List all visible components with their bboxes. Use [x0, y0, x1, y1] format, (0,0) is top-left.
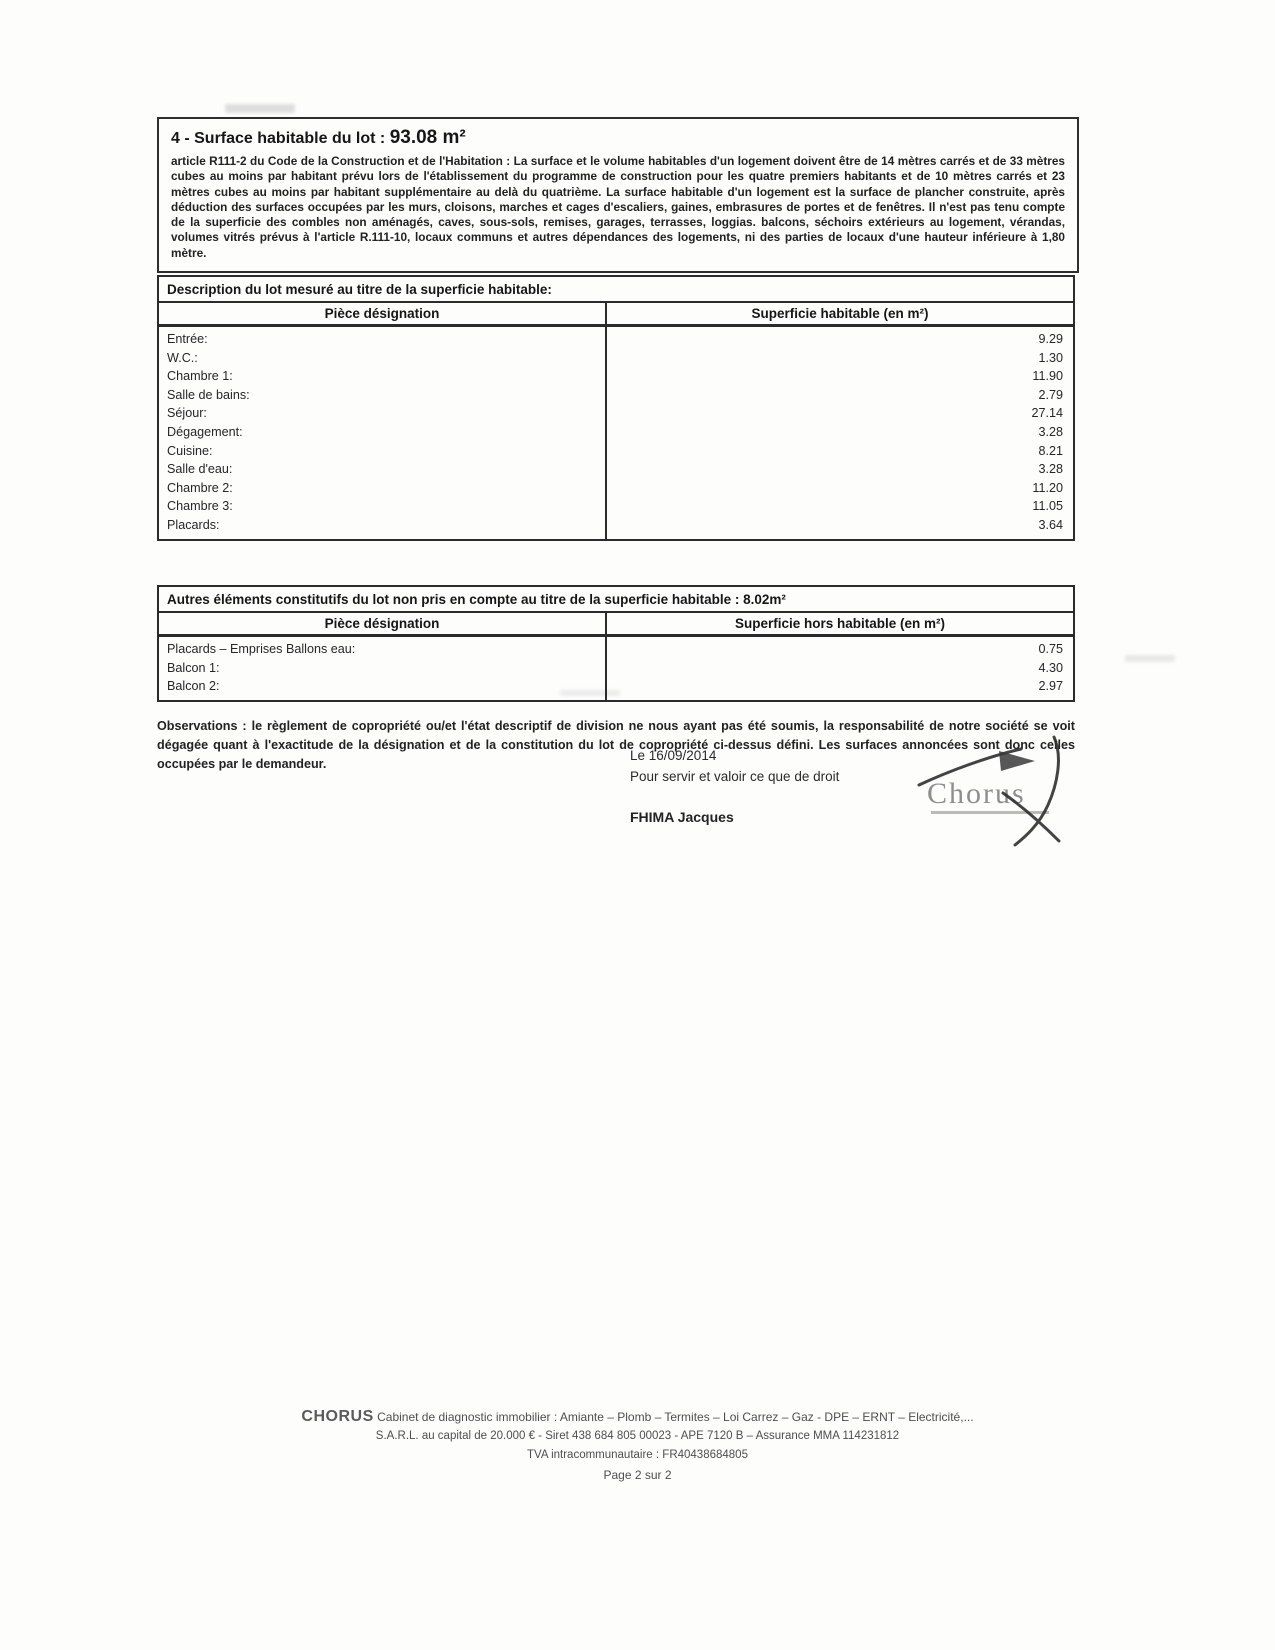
- room-label: Séjour:: [167, 406, 207, 421]
- hors-habitable-table-header: [159, 613, 1073, 637]
- room-label: Chambre 3:: [167, 499, 233, 514]
- scan-artifact: [225, 104, 295, 113]
- habitable-table-header: [159, 303, 1073, 327]
- room-value: 1.30: [1038, 350, 1063, 365]
- room-label: Chambre 1:: [167, 369, 233, 384]
- hors-habitable-table-body: [159, 637, 1073, 700]
- section-title-value: 93.08 m²: [389, 127, 466, 148]
- footer-tva-line: TVA intracommunautaire : FR40438684805: [527, 1449, 748, 1461]
- column-header-superficie-hors: Superficie hors habitable (en m²): [734, 616, 946, 631]
- signature-flourish: [999, 751, 1035, 771]
- chorus-stamp-graphic: [905, 733, 1085, 851]
- room-value: 11.90: [1032, 369, 1063, 384]
- page-number: Page 2 sur 2: [603, 1468, 672, 1482]
- section-title: [171, 127, 1065, 149]
- room-value: 2.97: [1038, 679, 1063, 694]
- room-label: Entrée:: [167, 332, 208, 346]
- room-value: 8.21: [1038, 443, 1063, 458]
- column-header-piece: Pièce désignation: [159, 303, 607, 324]
- hors-habitable-values-column: [607, 637, 1073, 700]
- room-label: Placards:: [167, 517, 220, 532]
- scan-artifact: [1125, 655, 1175, 662]
- habitable-table: [157, 275, 1075, 541]
- room-value: 3.28: [1038, 462, 1063, 477]
- habitable-values-column: [607, 327, 1073, 539]
- signature-block: [630, 745, 839, 825]
- column-header-piece: Pièce désignation: [159, 613, 607, 634]
- column-header-superficie: Superficie habitable (en m²): [751, 306, 929, 321]
- footer-brand: CHORUS: [301, 1408, 374, 1425]
- section-title-text: 4 - Surface habitable du lot :: [171, 130, 390, 147]
- room-label: Balcon 1:: [167, 660, 220, 675]
- room-value: 3.64: [1038, 517, 1063, 532]
- signature-valid-line: Pour servir et valoir ce que de droit: [630, 769, 840, 784]
- room-value: 0.75: [1038, 642, 1063, 656]
- room-value: 9.29: [1038, 332, 1063, 346]
- room-label: Salle d'eau:: [167, 462, 233, 477]
- room-value: 2.79: [1038, 387, 1063, 402]
- room-value: 11.05: [1032, 499, 1063, 514]
- room-label: Placards – Emprises Ballons eau:: [167, 642, 356, 656]
- observations-paragraph: Observations : le règlement de copropriété ou/et l'état descriptif de division ne nous ayant pas été soumis, la responsabilité de notre société se voit dégagée quant à l'exactitude de la désignation et de la constitution du lot de copropriété ci-dessus défini. Les surfaces annoncées sont donc celles occupées par le demandeur.: [157, 718, 1075, 771]
- room-value: 3.28: [1038, 424, 1063, 439]
- room-value: 11.20: [1032, 480, 1063, 495]
- room-value: 27.14: [1031, 406, 1063, 421]
- room-label: Balcon 2:: [167, 679, 220, 694]
- habitable-table-body: [159, 327, 1073, 539]
- section-surface-habitable: [157, 117, 1079, 273]
- footer-company-line: [0, 1407, 1275, 1427]
- hors-habitable-table: [157, 585, 1075, 702]
- room-label: Salle de bains:: [167, 387, 250, 402]
- hors-habitable-labels-column: [159, 637, 607, 700]
- room-value: 4.30: [1038, 660, 1063, 675]
- habitable-labels-column: [159, 327, 607, 539]
- chorus-stamp: [905, 733, 1085, 851]
- footer-legal-line: S.A.R.L. au capital de 20.000 € - Siret 438 684 805 00023 - APE 7120 B – Assurance MMA 114231812: [375, 1430, 900, 1442]
- signatory-name: FHIMA Jacques: [630, 809, 734, 825]
- document-footer: [0, 1407, 1275, 1485]
- signature-date: Le 16/09/2014: [630, 748, 717, 763]
- chorus-logo-text: Chorus: [927, 777, 1026, 810]
- article-r111-2-text: article R111-2 du Code de la Construction et de l'Habitation : La surface et le volume habitables d'un logement doivent être de 14 mètres carrés et de 33 mètres cubes au moins par habitant prévu lors de l'établissement du programme de construction pour les quatre premiers habitants et de 10 mètres carrés et 23 mètres cubes au moins par habitant supplémentaire au delà du quatrième. La surface habitable d'un logement est la surface de plancher construite, après déduction des surfaces occupées par les murs, cloisons, marches et cages d'escaliers, gaines, embrasures de portes et de fenêtres. Il n'est pas tenu compte de la superficie des combles non aménagés, caves, sous-sols, remises, garages, terrasses, loggias. balcons, séchoirs extérieurs au logement, vérandas, volumes vitrés prévus à l'article R.111-10, locaux communs et autres dépendances des logements, ni des parties de locaux d'une hauteur inférieure à 1,80 mètre.: [171, 154, 1065, 260]
- room-label: Dégagement:: [167, 424, 243, 439]
- room-label: Chambre 2:: [167, 480, 233, 495]
- room-label: W.C.:: [167, 350, 198, 365]
- footer-services: Cabinet de diagnostic immobilier : Amiante – Plomb – Termites – Loi Carrez – Gaz - DPE – ERNT – Electricité,...: [373, 1410, 974, 1424]
- room-label: Cuisine:: [167, 443, 213, 458]
- hors-habitable-table-title: Autres éléments constitutifs du lot non pris en compte au titre de la superficie habitable : 8.02m²: [159, 587, 1073, 613]
- habitable-table-title: Description du lot mesuré au titre de la superficie habitable:: [159, 277, 1073, 303]
